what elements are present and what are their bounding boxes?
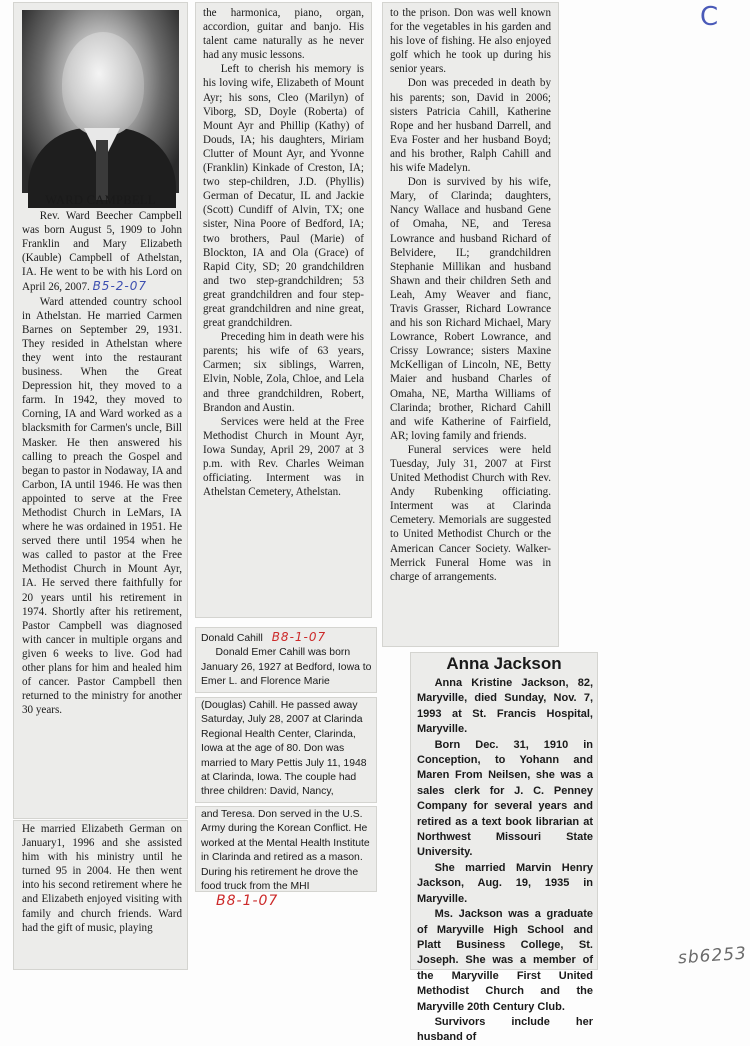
paragraph: to the prison. Don was well known for the vegetables in his garden and his love of fishing. He also enjoyed golf which he took up during his senior years. <box>390 7 551 76</box>
header-line: Donald Cahill B8-1-07 <box>201 630 327 644</box>
paragraph: Anna Kristine Jackson, 82, Maryville, died Sunday, Nov. 7, 1993 at St. Francis Hospital, Maryville. <box>417 677 593 736</box>
don-column-3 <box>390 6 551 584</box>
paragraph: Services were held at the Free Methodist Church in Mount Ayr, Iowa Sunday, April 29, 2007 at 3 p.m. with Rev. Charles Weiman officiating. Interment was in Athelstan Cemetery, Athelstan. <box>203 415 364 499</box>
ward-clipping-bottom <box>13 820 188 970</box>
don-body <box>201 699 373 800</box>
anna-column <box>417 676 593 1046</box>
paragraph: Left to cherish his memory is his loving wife, Elizabeth of Mount Ayr; his sons, Cleo (Marilyn) of Viborg, SD, Doyle (Roberta) of Mount Ayr and Phillip (Kathy) of Douds, IA; his daughters, Miriam Clutter of Mount Ayr, and Yvonne (Franklin) Kinkade of Creston, IA; two step-children, J.D. (Phyllis) German of Decatur, IL and Jackie (Scott) Cundiff of Alvin, TX; one sister, Nina Poore of Bedford, IA; two brothers, Paul (Marie) of Blockton, IA and Ola (Grace) of Rapid City, SD; 20 grandchildren and two step-grandchildren; 53 great grandchildren and four step-great grandchildren and nine great, great grandchildren. <box>203 63 364 330</box>
portrait-photo <box>22 10 179 193</box>
obituary-name-caption: WARD CAMPBELL <box>45 193 156 207</box>
ward-column-2 <box>203 6 364 499</box>
ward-clipping-middle <box>195 2 372 618</box>
paragraph: Funeral services were held Tuesday, July 31, 2007 at First United Methodist Church with Rev. Andy Rubenking officiating. Interment was at Clarinda Cemetery. Memorials are suggested to United Methodist Church or the American Cancer Society. Walker-Merrick Funeral Home was in charge of arrangements. <box>390 443 551 583</box>
paragraph: Don was preceded in death by his parents; son, David in 2006; sisters Patricia Cahill, Katherine Rope and her husband Darrell, and Eva Foster and her husband Boyd; and his brother, Ralph Cahill and his wife Madelyn. <box>390 77 551 175</box>
paragraph: Survivors include her husband of <box>417 1015 593 1044</box>
don-clipping-body <box>195 697 377 803</box>
anna-clipping <box>410 652 598 1044</box>
ward-column-1b <box>22 822 182 935</box>
paragraph: Don is survived by his wife, Mary, of Clarinda; daughters, Nancy Wallace and husband Gene of Omaha, NE, and Teresa Lowrance and husband Richard of Belvidere, IL; grandchildren Stephanie Millikan and husband Shawn and their children Seth and Leah, Amy Weaver and fianc, Travis Grasser, Richard Lowrance and his son Richard Michael, Mary Lowrance, Robert Lowrance, and Crissy Lowrance; sisters Maxine McKelligan of Lincoln, NE, Betty Maier and husband Charles of Omaha, NE, Martha Williams of Clarinda; brother, Richard Cahill and wife Katherine of Fairfield, AR; loving family and friends. <box>390 176 551 442</box>
ward-clipping-left <box>13 2 188 819</box>
paragraph: (Douglas) Cahill. He passed away Saturday, July 28, 2007 at Clarinda Regional Health Center, Clarinda, Iowa at the age of 80. Don was married to Mary Pettis July 11, 1948 at Clarinda, Iowa. The couple had three children: David, Nancy, <box>201 700 367 798</box>
ward-column-1 <box>22 209 182 717</box>
don-clipping-top <box>195 627 377 693</box>
paragraph: Born Dec. 31, 1910 in Conception, to Yohann and Maren From Neilsen, she was a sales clerk for J. C. Penney Company for several years and retired as a text book librarian at Northwest Missouri State University. <box>417 738 593 859</box>
anna-title: Anna Jackson <box>446 654 562 673</box>
paragraph: Preceding him in death were his parents; his wife of 63 years, Carmen; six siblings, Warren, Elvin, Noble, Zola, Chloe, and Lela and three grandchildren, Robert, Brandon and Austin. <box>203 331 364 414</box>
paragraph: Donald Emer Cahill was born January 26, 1927 at Bedford, Iowa to Emer L. and Florence Marie <box>201 647 372 688</box>
paragraph: and Teresa. Don served in the U.S. Army during the Korean Conflict. He worked at the Mental Health Institute in Clarinda and retired as a mason. During his retirement he drove the food truck from the MHI <box>201 809 370 893</box>
handwritten-date: B8-1-07 <box>271 630 327 644</box>
paragraph: the harmonica, piano, organ, accordion, guitar and banjo. His talent came naturally as he never had any music lessons. <box>203 7 364 62</box>
paragraph: He married Elizabeth German on January1, 1996 and she assisted him with his ministry until he turned 95 in 2004. He then went into his second retirement where he and Elizabeth enjoyed visiting with family and church friends. Ward had the gift of music, playing <box>22 823 182 934</box>
paragraph: Ms. Jackson was a graduate of Maryville High School and Platt Business College, St. Joseph. She was a member of the Maryville First United Methodist Church and the Maryville 20th Century Club. <box>417 908 593 1013</box>
handwritten-date-bottom: B8-1-07 <box>216 893 279 909</box>
don-clipping-body-2 <box>195 806 377 892</box>
paragraph: Rev. Ward Beecher Campbell was born August 5, 1909 to John Franklin and Mary Elizabeth (Kauble) Campbell of Athelstan, IA. He went to be with his Lord on April 26, 2007. B5-2-07 <box>22 210 182 294</box>
don-clipping-right <box>382 2 559 647</box>
don-body-2 <box>201 808 373 894</box>
don-header <box>201 630 373 690</box>
archive-id: sb6253 <box>677 943 748 969</box>
paragraph: She married Marvin Henry Jackson, Aug. 19, 1935 in Maryville. <box>417 861 593 905</box>
paragraph: Ward attended country school in Athelstan. He married Carmen Barnes on September 29, 1931. They resided in Athelstan where they went into the restaurant business. When the Great Depression hit, they moved to a farm. In 1942, they moved to Corning, IA and Ward worked as a blacksmith for Carmen's uncle, Bill Masker. He then answered his calling to preach the Gospel and began to pastor in Nodaway, IA and Carbon, IA until 1946. He was then appointed to serve at the Free Methodist Church in LeMars, IA where he was ordained in 1951. He served there until 1954 when he was called to pastor at the Free Methodist Church in Mount Ayr, IA. He served there faithfully for 20 years until his retirement in 1974. Shortly after his retirement, Pastor Campbell was diagnosed with cancer in multiple organs and given 6 weeks to live. God had other plans for him and healed him of cancer. Pastor Campbell then returned to the ministry for another 30 years. <box>22 295 182 717</box>
corner-mark: C <box>700 2 720 32</box>
handwritten-date: B5-2-07 <box>92 279 148 294</box>
